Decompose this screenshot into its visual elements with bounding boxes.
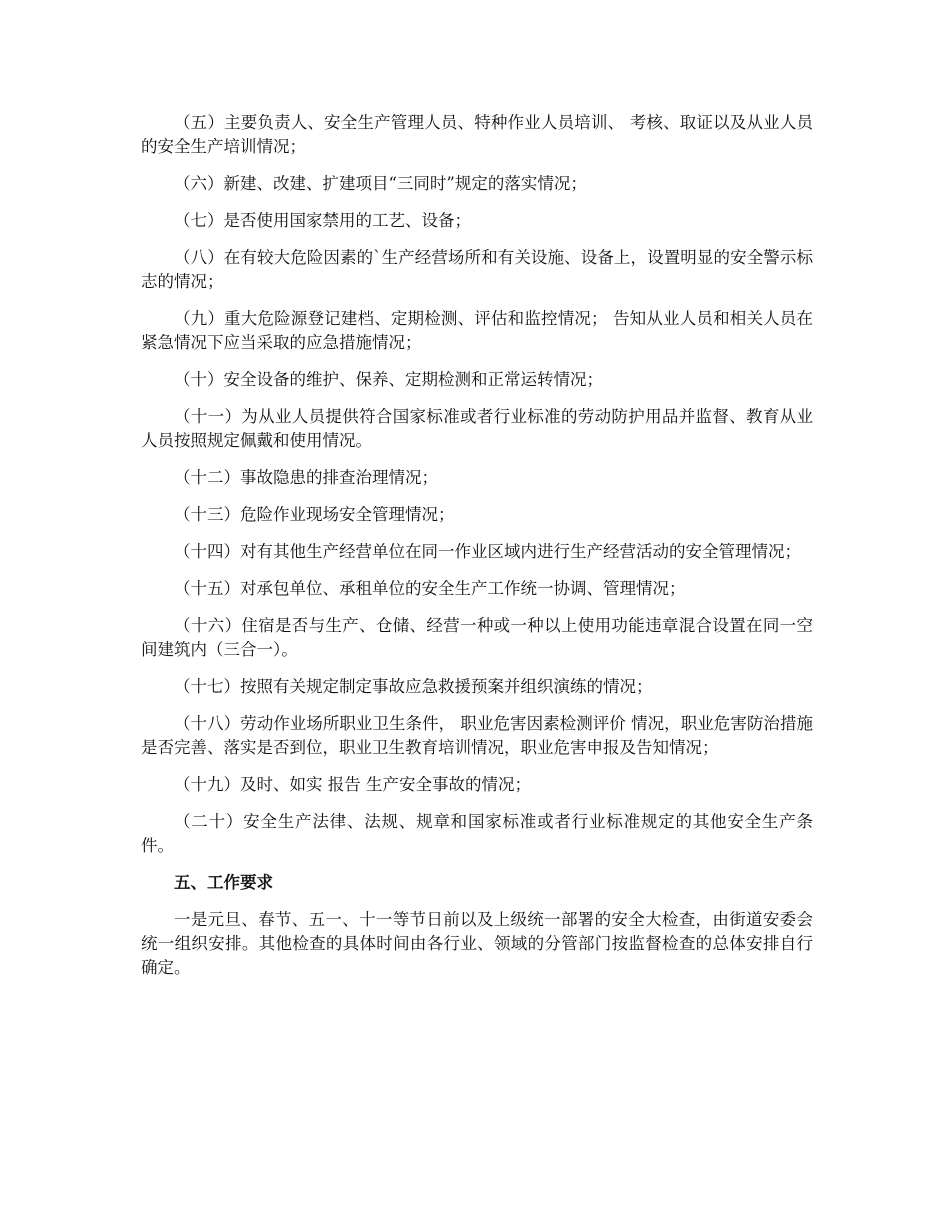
list-item: （十六）住宿是否与生产、仓储、经营一种或一种以上使用功能违章混合设置在同一空间建筑内（三合一）。 bbox=[141, 616, 813, 659]
list-item: （五）主要负责人、安全生产管理人员、特种作业人员培训、 考核、取证以及从业人员的安全生产培训情况； bbox=[141, 113, 813, 156]
list-item: （十二）事故隐患的排查治理情况； bbox=[174, 468, 438, 487]
list-item: （九）重大危险源登记建档、定期检测、评估和监控情况； 告知从业人员和相关人员在紧急情况下应当采取的应急措施情况； bbox=[141, 309, 813, 352]
list-item: （十三）危险作业现场安全管理情况； bbox=[174, 505, 455, 524]
list-item: （二十）安全生产法律、法规、规章和国家标准或者行业标准规定的其他安全生产条件。 bbox=[141, 812, 813, 855]
section-heading: 五、工作要求 bbox=[174, 873, 273, 892]
list-item: （八）在有较大危险因素的`生产经营场所和有关设施、设备上，设置明显的安全警示标志的情况； bbox=[141, 248, 813, 291]
list-item: （十八）劳动作业场所职业卫生条件， 职业危害因素检测评价 情况，职业危害防治措施是否完善、落实是否到位，职业卫生教育培训情况，职业危害申报及告知情况； bbox=[141, 714, 813, 757]
list-item: （十七）按照有关规定制定事故应急救援预案并组织演练的情况； bbox=[174, 677, 653, 696]
list-item: （十四）对有其他生产经营单位在同一作业区域内进行生产经营活动的安全管理情况； bbox=[174, 542, 801, 561]
list-item: （十九）及时、如实 报告 生产安全事故的情况； bbox=[174, 775, 531, 794]
list-item: （十五）对承包单位、承租单位的安全生产工作统一协调、管理情况； bbox=[174, 579, 686, 598]
list-item: （十一）为从业人员提供符合国家标准或者行业标准的劳动防护用品并监督、教育从业人员按照规定佩戴和使用情况。 bbox=[141, 407, 813, 450]
list-item: （七）是否使用国家禁用的工艺、设备； bbox=[174, 211, 471, 230]
list-item: （十）安全设备的维护、保养、定期检测和正常运转情况； bbox=[174, 370, 603, 389]
closing-paragraph: 一是元旦、春节、五一、十一等节日前以及上级统一部署的安全大检查，由街道安委会统一组织安排。其他检查的具体时间由各行业、领域的分管部门按监督检查的总体安排自行确定。 bbox=[141, 910, 813, 977]
document-body bbox=[141, 111, 813, 993]
list-item: （六）新建、改建、扩建项目“三同时”规定的落实情况； bbox=[174, 174, 587, 193]
